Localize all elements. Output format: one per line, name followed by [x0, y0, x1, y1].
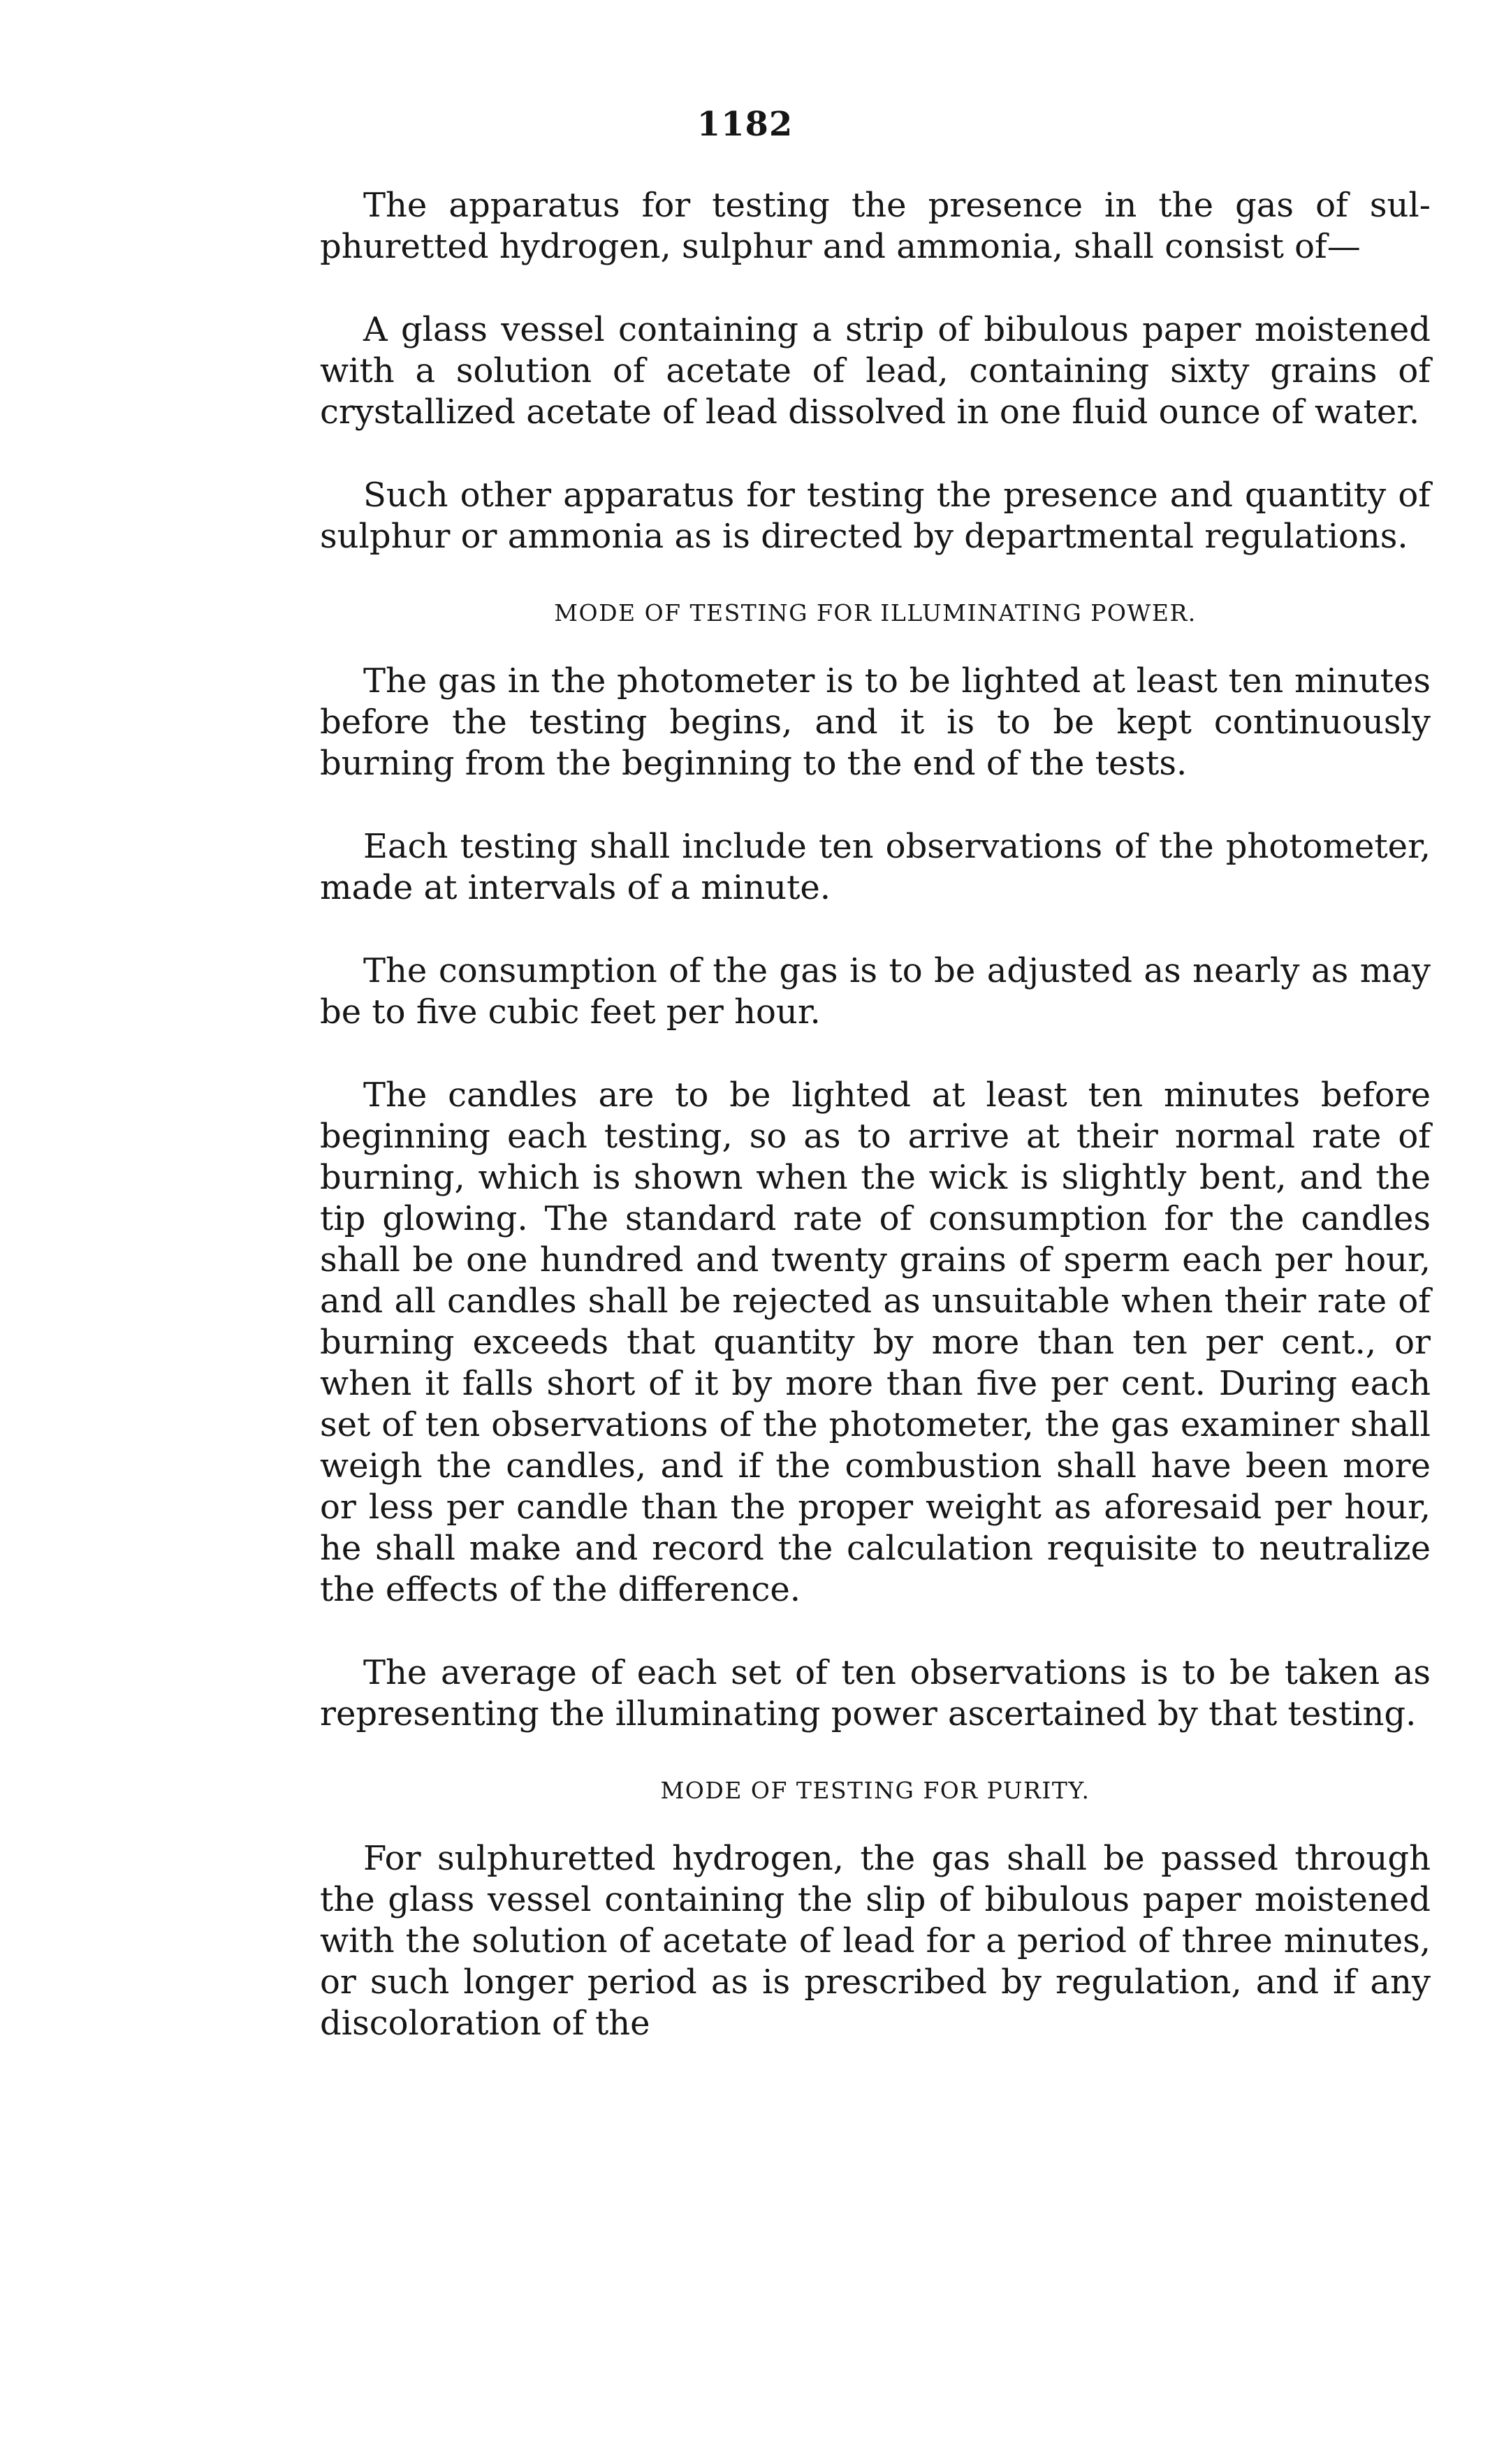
paragraph-candles: The candles are to be lighted at least ten minutes before beginning each testing, so as to arrive at their normal rate of burning, which is shown when the wick is slightly bent, and the tip glowing. The standard rate of consumption for the candles shall be one hundred and twenty grains of sperm each per hour, and all candles shall be rejected as unsuitable when their rate of burning exceeds that quantity by more than ten per cent., or when it falls short of it by more than five per cent. During each set of ten observations of the photometer, the gas examiner shall weigh the candles, and if the combustion shall have been more or less per candle than the proper weight as aforesaid per hour, he shall make and record the calculation requisite to neutralize the effects of the difference. — [320, 1076, 1431, 1609]
paragraph-sulphuretted-hydrogen: For sulphuretted hydrogen, the gas shall be passed through the glass vessel containing the slip of bibulous paper moistened with the solution of acetate of lead for a period of three minutes, or such longer period as is prescribed by regulation, and if any discoloration of the — [320, 1839, 1431, 2043]
paragraph-apparatus-sulphur: The apparatus for testing the presence in the gas of sulphuretted hydrogen, sulphur and ammonia, shall consist of— — [320, 186, 1431, 266]
paragraph-ten-observations: Each testing shall include ten observations of the photometer, made at intervals of a minute. — [320, 827, 1431, 907]
text-column — [320, 185, 1431, 2086]
paragraph-gas-consumption: The consumption of the gas is to be adjusted as nearly as may be to five cubic feet per hour. — [320, 951, 1431, 1032]
paragraph-average: The average of each set of ten observations is to be taken as representing the illuminating power ascertained by that testing. — [320, 1653, 1431, 1733]
heading-purity: MODE OF TESTING FOR PURITY. — [660, 1777, 1090, 1804]
heading-illuminating-power: MODE OF TESTING FOR ILLUMINATING POWER. — [554, 599, 1197, 626]
paragraph-other-apparatus: Such other apparatus for testing the presence and quantity of sulphur or ammonia as is directed by departmental regulations. — [320, 476, 1431, 556]
paragraph-glass-vessel: A glass vessel containing a strip of bibulous paper moistened with a solution of acetate of lead, containing sixty grains of crystallized acetate of lead dissolved in one fluid ounce of water. — [320, 310, 1431, 432]
paragraph-photometer-lighting: The gas in the photometer is to be lighted at least ten minutes before the testing begins, and it is to be kept continuously burning from the beginning to the end of the tests. — [320, 661, 1431, 783]
page-number: 1182 — [696, 105, 794, 144]
